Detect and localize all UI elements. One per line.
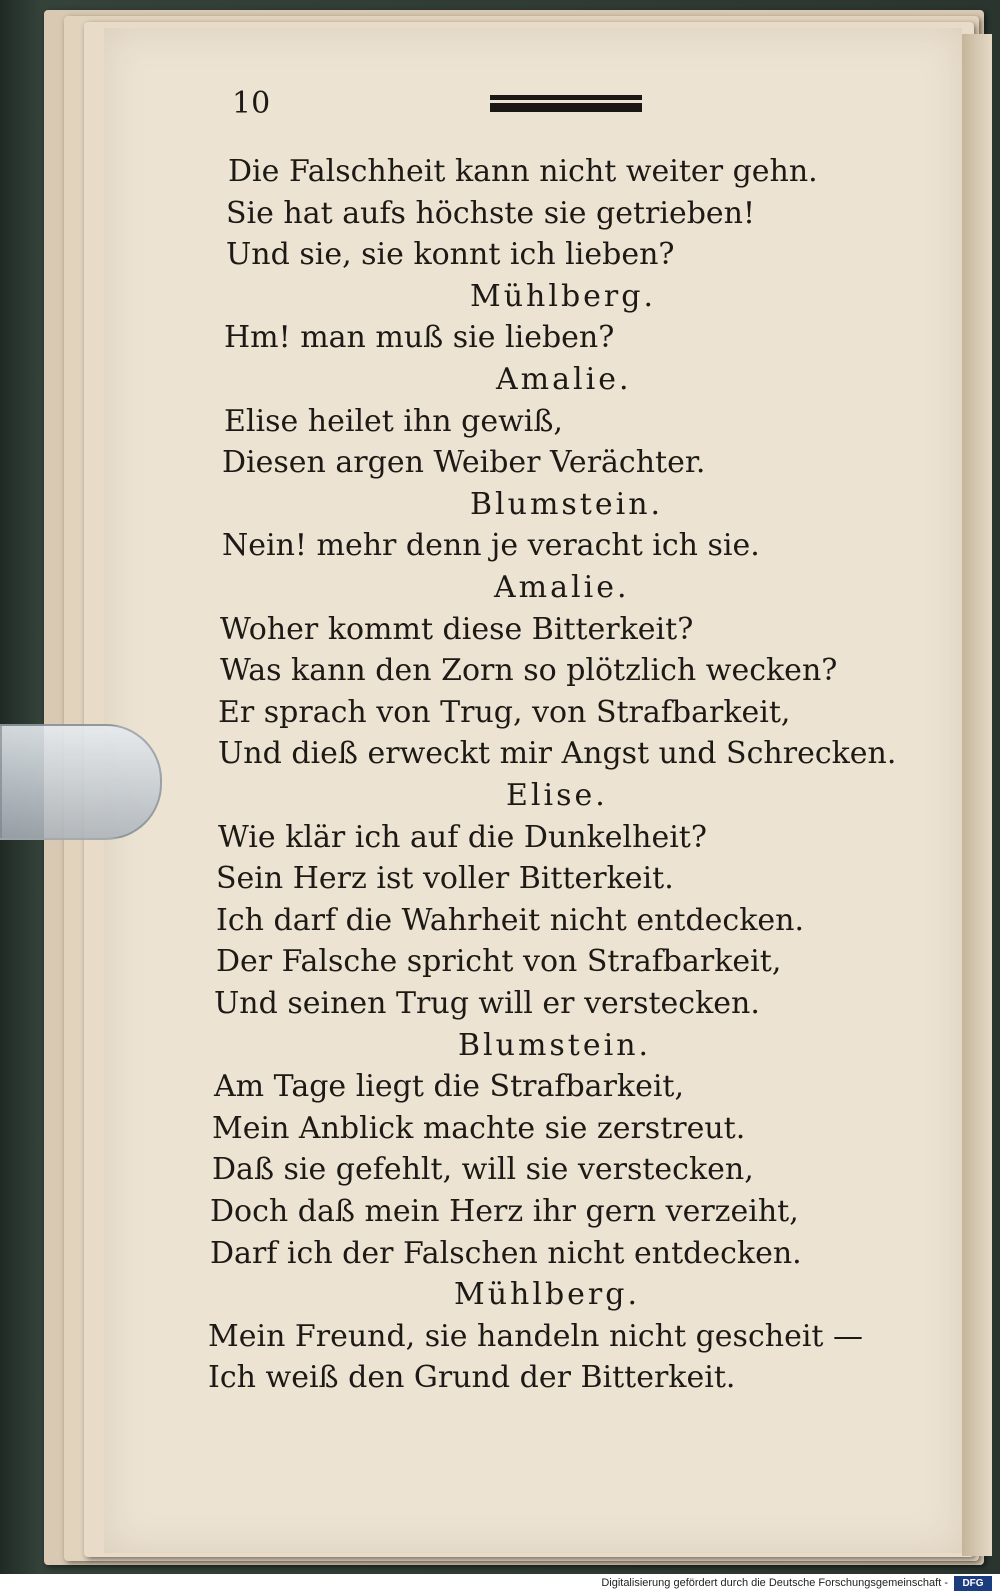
page-number: 10: [232, 86, 271, 121]
footer-bar: [0, 1574, 1000, 1594]
verse-line: Nein! mehr denn je veracht ich sie.: [222, 528, 760, 563]
verse-line: Und seinen Trug will er verstecken.: [214, 986, 760, 1021]
verse-line: Woher kommt diese Bitterkeit?: [220, 612, 694, 647]
verse-line: Diesen argen Weiber Verächter.: [222, 445, 706, 480]
verse-line: Der Falsche spricht von Strafbarkeit,: [216, 944, 782, 979]
speaker-name: Amalie.: [496, 362, 632, 397]
verse-line: Und dieß erweckt mir Angst und Schrecken.: [218, 736, 897, 771]
verse-line: Ich darf die Wahrheit nicht entdecken.: [216, 903, 805, 938]
verse-line: Sie hat aufs höchste sie getrieben!: [226, 196, 756, 231]
verse-line: Mein Freund, sie handeln nicht gescheit —: [208, 1319, 864, 1354]
verse-line: Elise heilet ihn gewiß,: [224, 404, 563, 439]
verse-line: Hm! man muß sie lieben?: [224, 320, 615, 355]
speaker-name: Blumstein.: [458, 1028, 652, 1063]
verse-line: Was kann den Zorn so plötzlich wecken?: [220, 653, 838, 688]
verse-line: Ich weiß den Grund der Bitterkeit.: [208, 1360, 736, 1395]
verse-line: Die Falschheit kann nicht weiter gehn.: [228, 154, 818, 189]
verse-line: Mein Anblick machte sie zerstreut.: [212, 1111, 746, 1146]
verse-line: Daß sie gefehlt, will sie verstecken,: [212, 1152, 754, 1187]
speaker-name: Blumstein.: [470, 487, 664, 522]
verse-line: Wie klär ich auf die Dunkelheit?: [218, 820, 707, 855]
speaker-name: Elise.: [506, 778, 608, 813]
speaker-name: Mühlberg.: [454, 1277, 640, 1312]
dfg-logo: DFG: [954, 1576, 992, 1591]
verse-line: Sein Herz ist voller Bitterkeit.: [216, 861, 674, 896]
speaker-name: Amalie.: [494, 570, 630, 605]
footer-credit: Digitalisierung gefördert durch die Deutsche Forschungsgemeinschaft -: [601, 1577, 948, 1589]
verse-line: Am Tage liegt die Strafbarkeit,: [214, 1069, 685, 1104]
verse-line: Er sprach von Trug, von Strafbarkeit,: [218, 695, 791, 730]
speaker-name: Mühlberg.: [470, 279, 656, 314]
verse-line: Darf ich der Falschen nicht entdecken.: [210, 1236, 802, 1271]
verse-line: Doch daß mein Herz ihr gern verzeiht,: [210, 1194, 799, 1229]
verse-line: Und sie, sie konnt ich lieben?: [226, 237, 675, 272]
